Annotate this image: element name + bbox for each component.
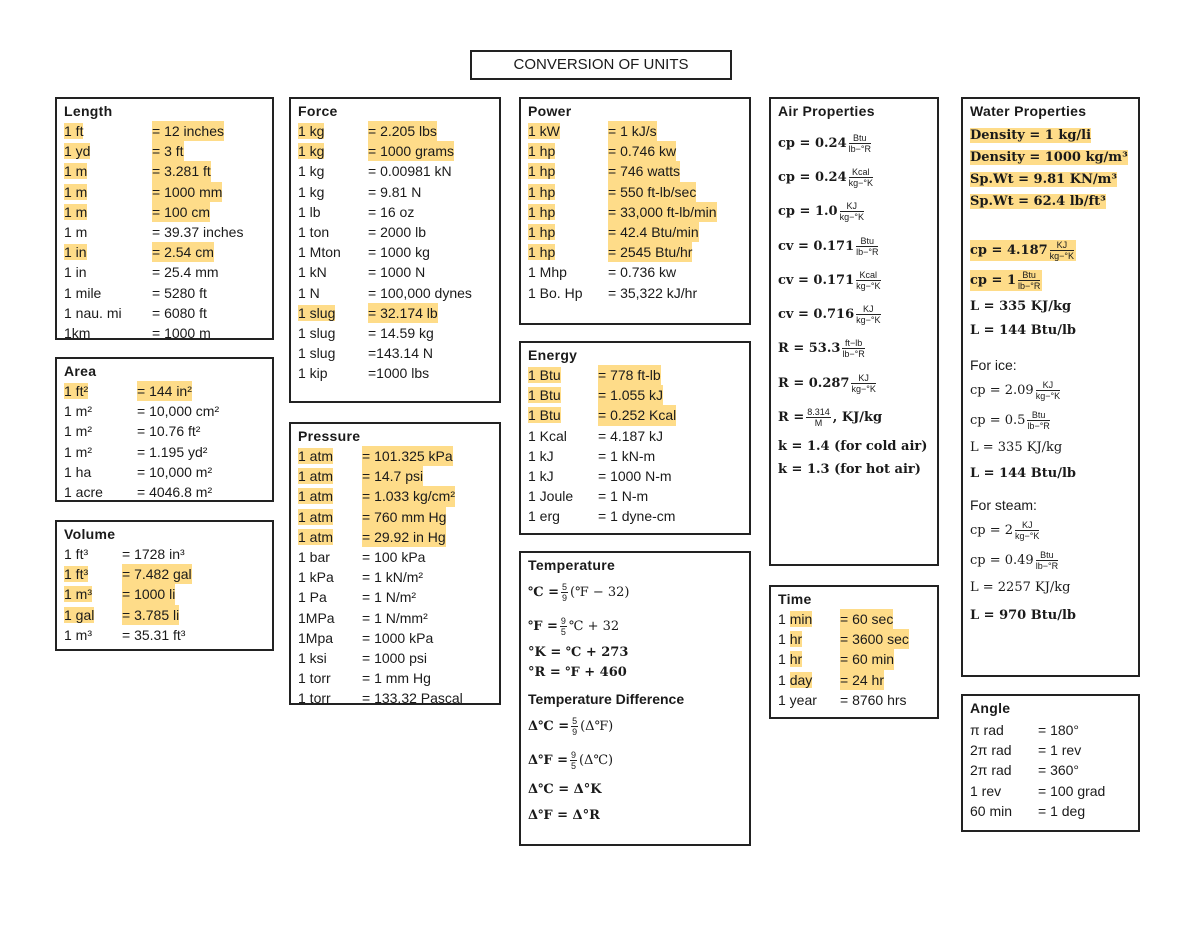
pressure-row-value: = 1 N/m² xyxy=(362,589,417,606)
power-row xyxy=(528,161,743,181)
pressure-row-value: = 101.325 kPa xyxy=(362,446,453,466)
time-row-unit: 1 min xyxy=(778,611,813,627)
pressure-row-unit: 1Mpa xyxy=(298,629,334,646)
energy-row-value: = 1000 N-m xyxy=(598,468,672,485)
force-row xyxy=(298,161,493,181)
pressure-heading: Pressure xyxy=(298,428,361,444)
pressure-row xyxy=(298,547,493,567)
temp-eq-c: ℃ = $\frac{5}{9}$ (℉ − 32) xyxy=(528,581,630,603)
pressure-row-unit: 1 bar xyxy=(298,549,330,566)
time-row-value: = 8760 hrs xyxy=(840,691,907,708)
power-row-unit: 1 Mhp xyxy=(528,264,567,281)
force-row-unit: 1 kg xyxy=(298,163,325,180)
volume-row-unit: 1 ft³ xyxy=(64,566,89,583)
energy-box xyxy=(519,341,751,535)
pressure-row-unit: 1 torr xyxy=(298,670,331,687)
air-equation: R = $\frac{8.314}{M}$ , KJ/kg xyxy=(778,407,883,429)
area-box xyxy=(55,357,274,502)
force-row xyxy=(298,343,493,363)
volume-row-value: = 1728 in³ xyxy=(122,546,185,562)
power-row-value: = 746 watts xyxy=(608,161,680,181)
energy-row xyxy=(528,466,743,486)
pressure-row xyxy=(298,486,493,506)
force-row-unit: 1 kg xyxy=(298,123,325,139)
length-box xyxy=(55,97,274,340)
force-heading: Force xyxy=(298,103,338,119)
energy-row-unit: 1 kJ xyxy=(528,468,554,485)
air-properties-box xyxy=(769,97,939,566)
time-row-unit: 1 day xyxy=(778,671,813,688)
time-row xyxy=(778,690,931,710)
force-row-unit: 1 ton xyxy=(298,224,330,241)
power-row-unit: 1 hp xyxy=(528,163,556,180)
temp-diff-c: Δ℃ = $\frac{5}{9}$ (Δ℉) xyxy=(528,715,614,737)
length-row-value: = 39.37 inches xyxy=(152,224,244,241)
force-row-value: =143.14 N xyxy=(368,345,433,362)
power-row-value: = 35,322 kJ/hr xyxy=(608,284,698,301)
power-row-unit: 1 hp xyxy=(528,203,556,220)
energy-row-value: = 1.055 kJ xyxy=(598,385,663,405)
power-row xyxy=(528,242,743,262)
angle-row-unit: 2π rad xyxy=(970,742,1012,759)
time-row-unit: 1 hr xyxy=(778,631,803,648)
pressure-box xyxy=(289,422,501,705)
pressure-row-value: = 1000 kPa xyxy=(362,629,434,646)
length-row-unit: 1km xyxy=(64,325,91,342)
length-row-unit: 1 yd xyxy=(64,143,91,160)
temperature-heading: Temperature xyxy=(528,557,616,573)
energy-row-value: = 1 kN-m xyxy=(598,447,656,464)
length-row-value: = 6080 ft xyxy=(152,304,207,321)
volume-row-value: = 1000 li xyxy=(122,584,175,604)
area-row-unit: 1 m² xyxy=(64,443,92,460)
time-box xyxy=(769,585,939,719)
air-equation: cv = 0.171 Btu lb−°R xyxy=(778,235,879,257)
angle-row-unit: 60 min xyxy=(970,802,1013,819)
energy-row-value: = 1 N-m xyxy=(598,488,649,505)
length-row xyxy=(64,323,266,343)
power-row-unit: 1 hp xyxy=(528,244,556,261)
force-row-value: = 1000 N xyxy=(368,264,426,281)
force-row xyxy=(298,303,493,323)
energy-heading: Energy xyxy=(528,347,578,363)
angle-row-value: = 360° xyxy=(1038,762,1080,779)
force-row-value: =1000 lbs xyxy=(368,365,430,382)
pressure-row xyxy=(298,648,493,668)
length-row xyxy=(64,222,266,242)
pressure-row xyxy=(298,446,493,466)
pressure-row xyxy=(298,587,493,607)
pressure-row-unit: 1 atm xyxy=(298,508,334,525)
volume-row-value: = 7.482 gal xyxy=(122,564,192,584)
pressure-row xyxy=(298,507,493,527)
water-cp-1: cp = 4.187 KJ kg−°K xyxy=(970,239,1075,261)
air-equation: cp = 0.24 Btu lb−°R xyxy=(778,132,871,154)
area-row xyxy=(64,482,266,502)
power-row xyxy=(528,262,743,282)
time-row-value: = 60 sec xyxy=(840,609,893,629)
power-box xyxy=(519,97,751,325)
volume-box xyxy=(55,520,274,651)
energy-row xyxy=(528,426,743,446)
length-row-unit: 1 nau. mi xyxy=(64,304,122,321)
pressure-row-value: = 100 kPa xyxy=(362,549,426,566)
pressure-row xyxy=(298,466,493,486)
energy-row-unit: 1 Btu xyxy=(528,407,561,424)
pressure-row-unit: 1 atm xyxy=(298,488,334,505)
angle-row-unit: 1 rev xyxy=(970,782,1002,799)
time-row-value: = 60 min xyxy=(840,649,894,669)
length-row xyxy=(64,303,266,323)
pressure-row-unit: 1 Pa xyxy=(298,589,327,606)
force-row-unit: 1 slug xyxy=(298,345,336,362)
area-row xyxy=(64,401,266,421)
pressure-row-value: = 760 mm Hg xyxy=(362,507,446,527)
area-row-unit: 1 ft² xyxy=(64,383,89,399)
pressure-row-unit: 1 ksi xyxy=(298,650,327,667)
length-row-value: = 25.4 mm xyxy=(152,264,219,281)
pressure-row-unit: 1 atm xyxy=(298,468,334,485)
force-row-value: = 2.205 lbs xyxy=(368,121,437,141)
length-row-value: = 12 inches xyxy=(152,121,224,141)
energy-row-unit: 1 kJ xyxy=(528,447,554,464)
angle-row xyxy=(970,760,1132,780)
force-row xyxy=(298,363,493,383)
pressure-row-unit: 1 kPa xyxy=(298,569,334,586)
pressure-row xyxy=(298,668,493,688)
time-row-unit: 1 year xyxy=(778,691,817,708)
power-row-unit: 1 Bo. Hp xyxy=(528,284,583,301)
angle-row xyxy=(970,740,1132,760)
ice-cp-1: cp = 2.09 KJ kg−°K xyxy=(970,379,1061,401)
steam-L-2: L = 970 Btu/lb xyxy=(970,608,1076,623)
area-row-value: = 10,000 m² xyxy=(137,463,213,480)
air-equation: cp = 1.0 KJ kg−°K xyxy=(778,201,864,223)
force-row xyxy=(298,202,493,222)
steam-cp-2: cp = 0.49 Btu lb−°R xyxy=(970,549,1059,571)
volume-row xyxy=(64,605,266,625)
energy-row-unit: 1 Btu xyxy=(528,367,561,383)
temp-diff-f: Δ℉ = $\frac{9}{5}$ (Δ℃) xyxy=(528,749,614,771)
force-row xyxy=(298,182,493,202)
air-equation: R = 53.3 ft−lb lb−°R xyxy=(778,338,865,360)
steam-L-1: L = 2257 KJ/kg xyxy=(970,580,1071,595)
area-row xyxy=(64,421,266,441)
power-row-unit: 1 hp xyxy=(528,183,556,200)
area-row-value: = 1.195 yd² xyxy=(137,443,208,460)
water-L-1: L = 335 KJ/kg xyxy=(970,299,1072,314)
energy-row-value: = 778 ft-lb xyxy=(598,365,661,385)
force-row-unit: 1 kg xyxy=(298,143,325,160)
ice-heading: For ice: xyxy=(970,357,1017,373)
time-row-value: = 24 hr xyxy=(840,670,884,690)
power-row-value: = 550 ft-lb/sec xyxy=(608,182,696,202)
pressure-row-value: = 133.32 Pascal xyxy=(362,690,463,707)
water-density-1: Density = 1 kg/li xyxy=(970,128,1092,143)
air-equation: R = 0.287 KJ kg−°K xyxy=(778,372,876,394)
length-row xyxy=(64,141,266,161)
length-row xyxy=(64,202,266,222)
length-row-unit: 1 m xyxy=(64,224,88,241)
energy-row-unit: 1 Joule xyxy=(528,488,574,505)
pressure-row-value: = 1000 psi xyxy=(362,650,427,667)
ice-L-1: L = 335 KJ/kg xyxy=(970,440,1063,455)
volume-row xyxy=(64,544,266,564)
water-heading: Water Properties xyxy=(970,103,1087,119)
pressure-row xyxy=(298,527,493,547)
page-title: CONVERSION OF UNITS xyxy=(470,50,732,80)
area-row xyxy=(64,381,266,401)
energy-row-unit: 1 erg xyxy=(528,508,560,525)
power-row xyxy=(528,121,743,141)
air-equation: cv = 0.716 KJ kg−°K xyxy=(778,304,881,326)
area-row-value: = 10.76 ft² xyxy=(137,423,201,440)
length-row xyxy=(64,121,266,141)
temp-eq-k: °K = ℃ + 273 xyxy=(528,645,629,660)
length-row-unit: 1 ft xyxy=(64,123,84,139)
time-row xyxy=(778,629,931,649)
force-row-value: = 14.59 kg xyxy=(368,325,434,342)
area-row xyxy=(64,442,266,462)
temp-diff-r: Δ℉ = Δ°R xyxy=(528,808,600,823)
length-row-value: = 3.281 ft xyxy=(152,161,211,181)
energy-row-value: = 0.252 Kcal xyxy=(598,405,676,425)
force-row-unit: 1 kN xyxy=(298,264,327,281)
volume-row-unit: 1 ft³ xyxy=(64,546,89,562)
force-row-unit: 1 kip xyxy=(298,365,328,382)
time-row xyxy=(778,609,931,629)
area-row-unit: 1 acre xyxy=(64,484,103,501)
force-row-value: = 0.00981 kN xyxy=(368,163,452,180)
air-k-cold: k = 1.4 (for cold air) xyxy=(778,438,928,454)
length-row xyxy=(64,242,266,262)
air-heading: Air Properties xyxy=(778,103,875,119)
volume-row-unit: 1 m³ xyxy=(64,586,92,603)
temp-diff-k: Δ℃ = Δ°K xyxy=(528,782,602,797)
power-row-value: = 33,000 ft-lb/min xyxy=(608,202,717,222)
time-row-value: = 3600 sec xyxy=(840,629,909,649)
area-row-value: = 10,000 cm² xyxy=(137,403,220,420)
air-equation: cp = 0.24 Kcal kg−°K xyxy=(778,166,873,188)
pressure-row-unit: 1 torr xyxy=(298,690,331,707)
time-row-unit: 1 hr xyxy=(778,651,803,668)
pressure-row xyxy=(298,567,493,587)
length-row-unit: 1 m xyxy=(64,163,88,180)
force-row xyxy=(298,323,493,343)
length-row xyxy=(64,161,266,181)
temp-eq-f: ℉ = $\frac{9}{5}$ ℃ + 32 xyxy=(528,615,620,637)
length-row xyxy=(64,182,266,202)
temp-diff-heading: Temperature Difference xyxy=(528,691,685,707)
length-row-unit: 1 in xyxy=(64,264,87,281)
force-row-unit: 1 slug xyxy=(298,325,336,342)
pressure-row-unit: 1 atm xyxy=(298,528,334,545)
force-row xyxy=(298,283,493,303)
force-row-value: = 16 oz xyxy=(368,203,415,220)
force-row xyxy=(298,141,493,161)
force-row xyxy=(298,222,493,242)
volume-row-value: = 3.785 li xyxy=(122,605,179,625)
energy-row xyxy=(528,385,743,405)
pressure-row-value: = 1 kN/m² xyxy=(362,569,424,586)
angle-row-unit: 2π rad xyxy=(970,762,1012,779)
force-row xyxy=(298,242,493,262)
water-density-2: Density = 1000 kg/m³ xyxy=(970,150,1128,165)
angle-row-value: = 100 grad xyxy=(1038,782,1106,799)
area-row-value: = 144 in² xyxy=(137,381,192,401)
area-heading: Area xyxy=(64,363,97,379)
power-row-unit: 1 hp xyxy=(528,224,556,241)
force-row xyxy=(298,262,493,282)
angle-row-value: = 1 rev xyxy=(1038,742,1082,759)
force-row-value: = 9.81 N xyxy=(368,183,422,200)
angle-box xyxy=(961,694,1140,832)
power-row-value: = 42.4 Btu/min xyxy=(608,222,699,242)
power-row xyxy=(528,202,743,222)
force-row-unit: 1 kg xyxy=(298,183,325,200)
volume-row xyxy=(64,625,266,645)
volume-row-unit: 1 m³ xyxy=(64,626,92,643)
temp-eq-r: °R = ℉ + 460 xyxy=(528,665,627,680)
volume-row xyxy=(64,564,266,584)
area-row-unit: 1 m² xyxy=(64,403,92,420)
pressure-row-value: = 29.92 in Hg xyxy=(362,527,446,547)
water-L-2: L = 144 Btu/lb xyxy=(970,323,1076,338)
force-row-value: = 2000 lb xyxy=(368,224,426,241)
air-k-hot: k = 1.3 (for hot air) xyxy=(778,461,921,477)
volume-row-value: = 35.31 ft³ xyxy=(122,626,186,643)
power-row-value: = 0.746 kw xyxy=(608,141,676,161)
length-row-unit: 1 in xyxy=(64,244,87,261)
energy-row-unit: 1 Btu xyxy=(528,387,561,404)
energy-row-value: = 4.187 kJ xyxy=(598,427,663,444)
angle-row-value: = 1 deg xyxy=(1038,802,1086,819)
angle-heading: Angle xyxy=(970,700,1011,716)
length-row xyxy=(64,283,266,303)
force-row-value: = 1000 kg xyxy=(368,244,430,261)
power-row-unit: 1 hp xyxy=(528,143,556,160)
area-row-unit: 1 ha xyxy=(64,463,92,480)
power-row xyxy=(528,141,743,161)
ice-cp-2: cp = 0.5 Btu lb−°R xyxy=(970,409,1050,431)
area-row-unit: 1 m² xyxy=(64,423,92,440)
force-row-value: = 100,000 dynes xyxy=(368,284,472,301)
energy-row xyxy=(528,486,743,506)
length-row-value: = 1000 m xyxy=(152,325,211,342)
time-heading: Time xyxy=(778,591,812,607)
steam-heading: For steam: xyxy=(970,497,1037,513)
energy-row xyxy=(528,506,743,526)
pressure-row-value: = 14.7 psi xyxy=(362,466,423,486)
force-row-value: = 1000 grams xyxy=(368,141,454,161)
length-row-unit: 1 m xyxy=(64,203,88,220)
energy-row xyxy=(528,405,743,425)
force-row-value: = 32.174 lb xyxy=(368,303,438,323)
time-row xyxy=(778,649,931,669)
pressure-row-value: = 1 mm Hg xyxy=(362,670,431,687)
length-row-unit: 1 mile xyxy=(64,284,102,301)
pressure-row-unit: 1MPa xyxy=(298,609,335,626)
length-row xyxy=(64,262,266,282)
volume-heading: Volume xyxy=(64,526,116,542)
energy-row xyxy=(528,446,743,466)
area-row xyxy=(64,462,266,482)
angle-row-unit: π rad xyxy=(970,722,1004,738)
pressure-row xyxy=(298,608,493,628)
ice-L-2: L = 144 Btu/lb xyxy=(970,466,1076,481)
air-equation: cv = 0.171 Kcal kg−°K xyxy=(778,269,881,291)
length-row-value: = 100 cm xyxy=(152,202,210,222)
energy-row-unit: 1 Kcal xyxy=(528,427,567,444)
length-row-value: = 2.54 cm xyxy=(152,242,214,262)
force-row-unit: 1 Mton xyxy=(298,244,341,261)
water-spwt-1: Sp.Wt = 9.81 KN/m³ xyxy=(970,172,1118,187)
power-row xyxy=(528,283,743,303)
power-row-unit: 1 kW xyxy=(528,123,560,139)
pressure-row xyxy=(298,628,493,648)
angle-row xyxy=(970,801,1132,821)
angle-row xyxy=(970,720,1132,740)
length-row-value: = 5280 ft xyxy=(152,284,207,301)
angle-row xyxy=(970,781,1132,801)
time-row xyxy=(778,670,931,690)
area-row-value: = 4046.8 m² xyxy=(137,484,213,501)
energy-row-value: = 1 dyne-cm xyxy=(598,508,676,525)
force-row-unit: 1 lb xyxy=(298,203,321,220)
length-row-value: = 3 ft xyxy=(152,141,184,161)
pressure-row-unit: 1 atm xyxy=(298,448,334,464)
force-box xyxy=(289,97,501,403)
pressure-row xyxy=(298,688,493,708)
length-heading: Length xyxy=(64,103,113,119)
water-spwt-2: Sp.Wt = 62.4 lb/ft³ xyxy=(970,194,1106,209)
water-properties-box xyxy=(961,97,1140,677)
volume-row-unit: 1 gal xyxy=(64,606,95,623)
power-row-value: = 1 kJ/s xyxy=(608,121,657,141)
power-row-value: = 0.736 kw xyxy=(608,264,677,281)
force-row-unit: 1 slug xyxy=(298,304,336,321)
energy-row xyxy=(528,365,743,385)
length-row-unit: 1 m xyxy=(64,183,88,200)
angle-row-value: = 180° xyxy=(1038,722,1080,738)
power-row xyxy=(528,182,743,202)
pressure-row-value: = 1.033 kg/cm² xyxy=(362,486,455,506)
length-row-value: = 1000 mm xyxy=(152,182,222,202)
pressure-row-value: = 1 N/mm² xyxy=(362,609,428,626)
temperature-box xyxy=(519,551,751,846)
force-row-unit: 1 N xyxy=(298,284,320,301)
power-row-value: = 2545 Btu/hr xyxy=(608,242,692,262)
steam-cp-1: cp = 2 KJ kg−°K xyxy=(970,519,1040,541)
power-heading: Power xyxy=(528,103,572,119)
power-row xyxy=(528,222,743,242)
force-row xyxy=(298,121,493,141)
volume-row xyxy=(64,584,266,604)
water-cp-2: cp = 1 Btu lb−°R xyxy=(970,269,1041,291)
